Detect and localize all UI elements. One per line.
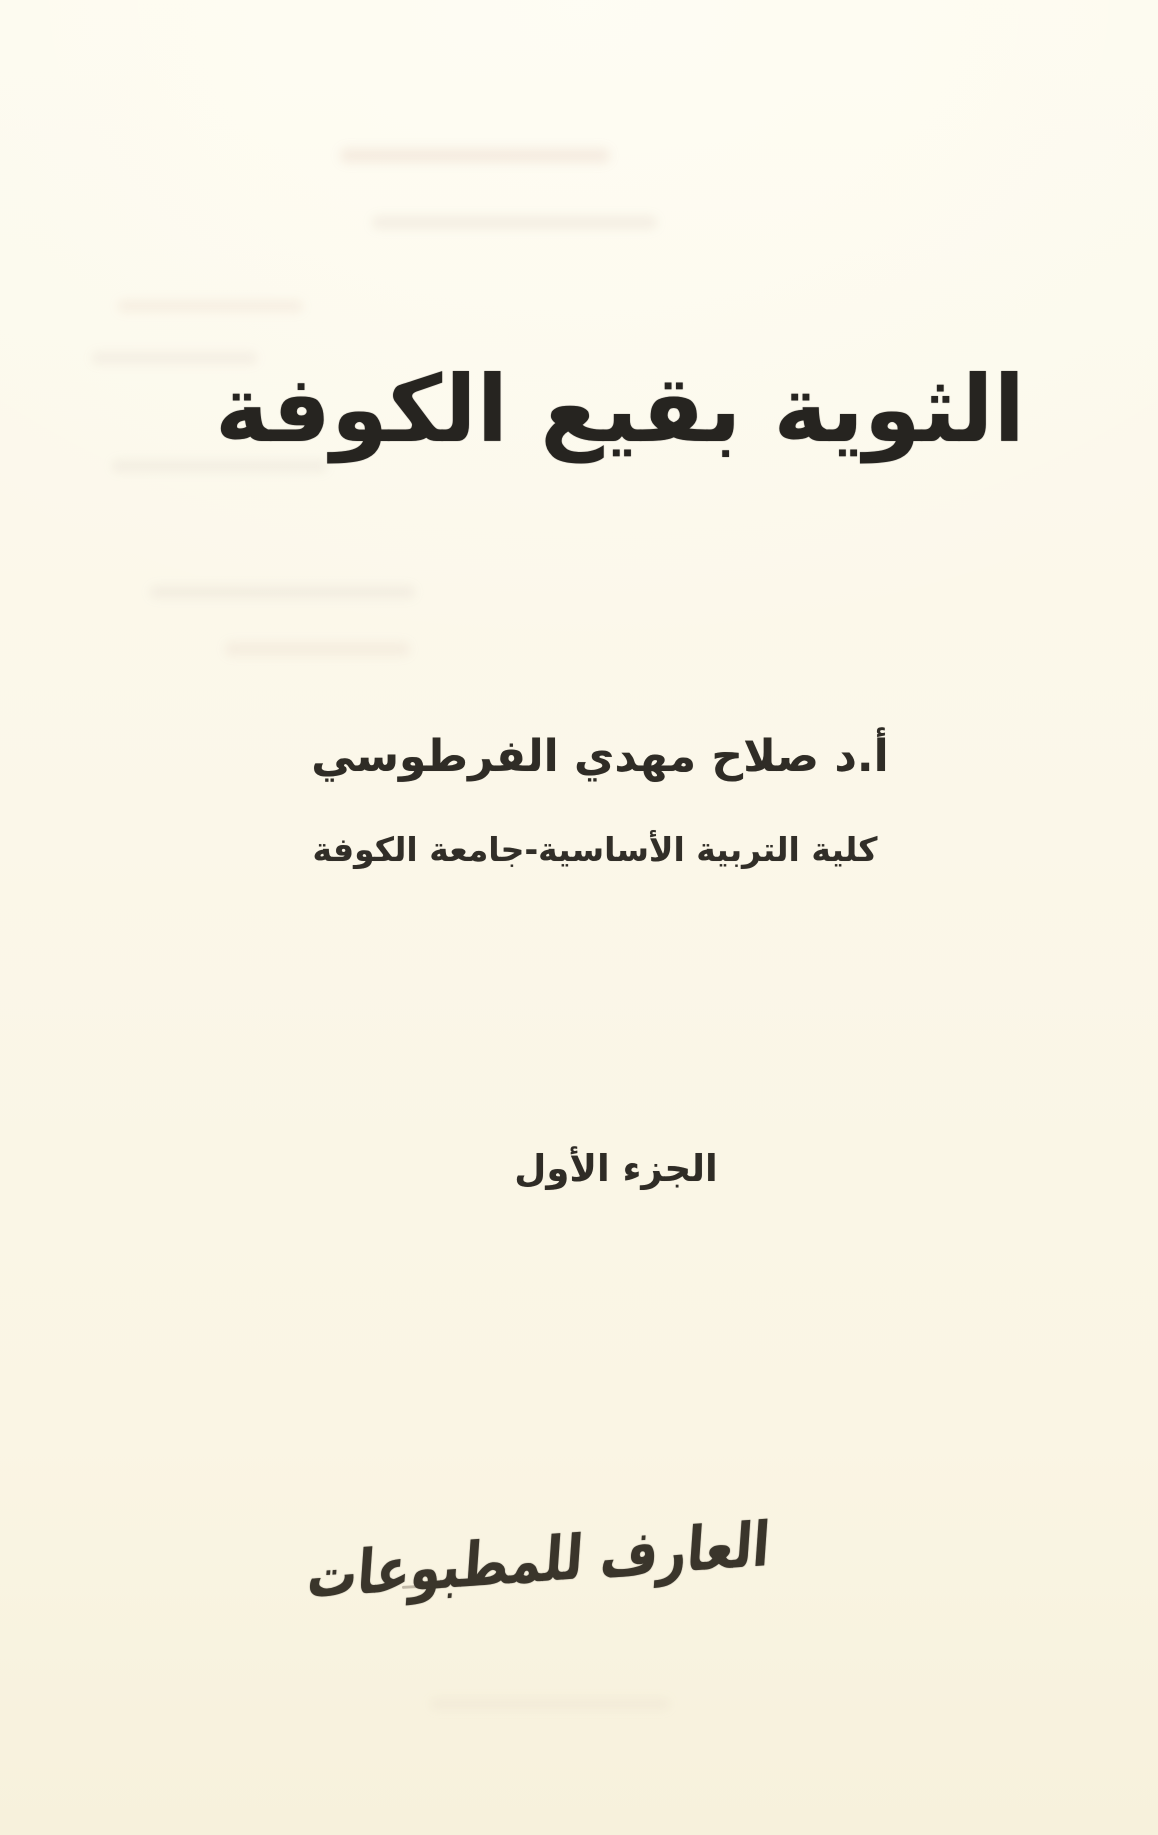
show-through-mark	[225, 642, 410, 656]
volume-label: الجزء الأول	[514, 1147, 718, 1190]
author-name: أ.د صلاح مهدي الفرطوسي	[311, 731, 889, 782]
publisher-logo	[305, 1505, 780, 1635]
author-affiliation: كلية التربية الأساسية-جامعة الكوفة	[312, 830, 878, 869]
show-through-mark	[430, 1698, 670, 1710]
book-title: الثوية بقيع الكوفة	[214, 356, 1026, 463]
show-through-mark	[150, 586, 415, 598]
publisher-logo-calligraphy: العارف للمطبوعات	[305, 1508, 773, 1613]
show-through-mark	[118, 300, 303, 312]
show-through-mark	[372, 216, 657, 229]
show-through-mark	[340, 148, 610, 163]
